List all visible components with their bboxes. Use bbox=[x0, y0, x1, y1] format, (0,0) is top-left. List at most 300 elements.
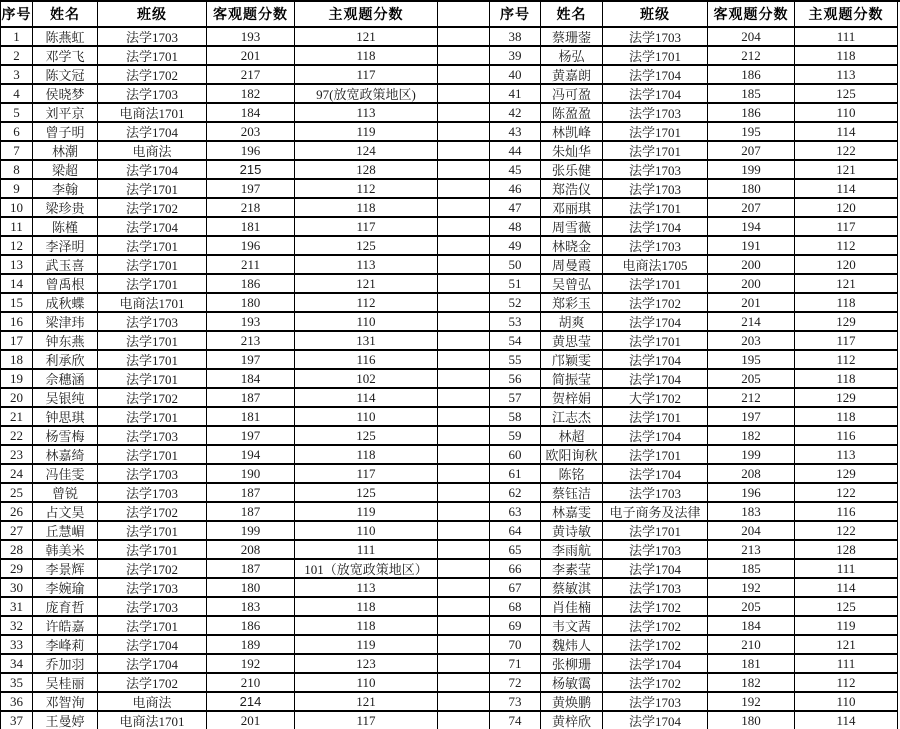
cell-objective-score[interactable]: 184 bbox=[708, 617, 795, 636]
cell-class[interactable]: 法学1704 bbox=[603, 427, 708, 446]
cell-subjective-score[interactable]: 102 bbox=[295, 370, 438, 389]
cell-objective-score[interactable]: 210 bbox=[207, 674, 295, 693]
cell-class[interactable]: 法学1701 bbox=[603, 522, 708, 541]
cell-subjective-score[interactable]: 118 bbox=[795, 47, 898, 66]
cell-objective-score[interactable]: 207 bbox=[708, 142, 795, 161]
cell-name[interactable]: 杨雪梅 bbox=[33, 427, 98, 446]
cell-objective-score[interactable]: 192 bbox=[207, 655, 295, 674]
cell-index[interactable]: 36 bbox=[1, 693, 33, 712]
cell-class[interactable]: 电商法1701 bbox=[98, 104, 207, 123]
cell-name[interactable]: 梁津玮 bbox=[33, 313, 98, 332]
cell-class[interactable]: 法学1703 bbox=[603, 541, 708, 560]
cell-class[interactable]: 法学1704 bbox=[603, 560, 708, 579]
cell-subjective-score[interactable]: 112 bbox=[295, 294, 438, 313]
cell-name[interactable]: 曾禹根 bbox=[33, 275, 98, 294]
cell-class[interactable]: 法学1702 bbox=[98, 560, 207, 579]
cell-objective-score[interactable]: 195 bbox=[708, 123, 795, 142]
cell-index[interactable]: 51 bbox=[490, 275, 541, 294]
cell-subjective-score[interactable]: 111 bbox=[795, 28, 898, 47]
cell-subjective-score[interactable]: 110 bbox=[295, 408, 438, 427]
header-name[interactable]: 姓名 bbox=[541, 2, 603, 28]
cell-objective-score[interactable]: 181 bbox=[207, 408, 295, 427]
cell-class[interactable]: 法学1701 bbox=[603, 446, 708, 465]
cell-index[interactable]: 26 bbox=[1, 503, 33, 522]
cell-name[interactable]: 梁珍贵 bbox=[33, 199, 98, 218]
cell-subjective-score[interactable]: 121 bbox=[795, 275, 898, 294]
cell-objective-score[interactable]: 200 bbox=[708, 275, 795, 294]
cell-name[interactable]: 周曼霞 bbox=[541, 256, 603, 275]
cell-subjective-score[interactable]: 114 bbox=[795, 123, 898, 142]
cell-name[interactable]: 林晓金 bbox=[541, 237, 603, 256]
cell-class[interactable]: 法学1703 bbox=[98, 579, 207, 598]
cell-objective-score[interactable]: 214 bbox=[207, 693, 295, 712]
cell-index[interactable]: 31 bbox=[1, 598, 33, 617]
cell-objective-score[interactable]: 208 bbox=[708, 465, 795, 484]
cell-class[interactable]: 法学1702 bbox=[603, 294, 708, 313]
cell-name[interactable]: 曾锐 bbox=[33, 484, 98, 503]
cell-index[interactable]: 10 bbox=[1, 199, 33, 218]
cell-name[interactable]: 陈盈盈 bbox=[541, 104, 603, 123]
cell-objective-score[interactable]: 187 bbox=[207, 503, 295, 522]
cell-objective-score[interactable]: 207 bbox=[708, 199, 795, 218]
cell-index[interactable]: 19 bbox=[1, 370, 33, 389]
cell-name[interactable]: 李素莹 bbox=[541, 560, 603, 579]
cell-objective-score[interactable]: 199 bbox=[207, 522, 295, 541]
cell-objective-score[interactable]: 199 bbox=[708, 161, 795, 180]
cell-name[interactable]: 陈文冠 bbox=[33, 66, 98, 85]
cell-index[interactable]: 33 bbox=[1, 636, 33, 655]
cell-subjective-score[interactable]: 113 bbox=[295, 579, 438, 598]
cell-index[interactable]: 42 bbox=[490, 104, 541, 123]
cell-class[interactable]: 法学1704 bbox=[98, 161, 207, 180]
cell-objective-score[interactable]: 182 bbox=[708, 674, 795, 693]
cell-objective-score[interactable]: 184 bbox=[207, 370, 295, 389]
cell-class[interactable]: 法学1702 bbox=[98, 66, 207, 85]
cell-objective-score[interactable]: 208 bbox=[207, 541, 295, 560]
cell-class[interactable]: 法学1703 bbox=[603, 484, 708, 503]
cell-index[interactable]: 32 bbox=[1, 617, 33, 636]
cell-name[interactable]: 李峰莉 bbox=[33, 636, 98, 655]
cell-name[interactable]: 黄思莹 bbox=[541, 332, 603, 351]
cell-subjective-score[interactable]: 128 bbox=[795, 541, 898, 560]
cell-index[interactable]: 56 bbox=[490, 370, 541, 389]
cell-name[interactable]: 陈铭 bbox=[541, 465, 603, 484]
cell-name[interactable]: 韦文茜 bbox=[541, 617, 603, 636]
header-name[interactable]: 姓名 bbox=[33, 2, 98, 28]
cell-class[interactable]: 法学1704 bbox=[603, 66, 708, 85]
cell-index[interactable]: 62 bbox=[490, 484, 541, 503]
cell-subjective-score[interactable]: 114 bbox=[795, 579, 898, 598]
cell-name[interactable]: 吴曾弘 bbox=[541, 275, 603, 294]
cell-class[interactable]: 法学1703 bbox=[98, 465, 207, 484]
cell-class[interactable]: 法学1701 bbox=[98, 617, 207, 636]
header-index[interactable]: 序号 bbox=[1, 2, 33, 28]
cell-subjective-score[interactable]: 125 bbox=[295, 484, 438, 503]
cell-objective-score[interactable]: 196 bbox=[207, 142, 295, 161]
cell-subjective-score[interactable]: 129 bbox=[795, 313, 898, 332]
cell-index[interactable]: 5 bbox=[1, 104, 33, 123]
cell-name[interactable]: 胡爽 bbox=[541, 313, 603, 332]
cell-name[interactable]: 乔加羽 bbox=[33, 655, 98, 674]
cell-class[interactable]: 法学1701 bbox=[603, 332, 708, 351]
cell-index[interactable]: 37 bbox=[1, 712, 33, 729]
cell-index[interactable]: 59 bbox=[490, 427, 541, 446]
cell-objective-score[interactable]: 194 bbox=[708, 218, 795, 237]
cell-name[interactable]: 杨弘 bbox=[541, 47, 603, 66]
cell-objective-score[interactable]: 185 bbox=[708, 85, 795, 104]
cell-subjective-score[interactable]: 121 bbox=[795, 161, 898, 180]
cell-subjective-score[interactable]: 121 bbox=[295, 28, 438, 47]
header-class[interactable]: 班级 bbox=[603, 2, 708, 28]
cell-subjective-score[interactable]: 113 bbox=[795, 66, 898, 85]
cell-index[interactable]: 27 bbox=[1, 522, 33, 541]
cell-name[interactable]: 黄嘉朗 bbox=[541, 66, 603, 85]
cell-class[interactable]: 法学1701 bbox=[98, 237, 207, 256]
cell-index[interactable]: 68 bbox=[490, 598, 541, 617]
cell-name[interactable]: 简振莹 bbox=[541, 370, 603, 389]
cell-name[interactable]: 黄诗敏 bbox=[541, 522, 603, 541]
cell-subjective-score[interactable]: 114 bbox=[795, 712, 898, 729]
cell-class[interactable]: 法学1701 bbox=[98, 47, 207, 66]
cell-objective-score[interactable]: 186 bbox=[708, 104, 795, 123]
cell-class[interactable]: 法学1701 bbox=[98, 522, 207, 541]
cell-index[interactable]: 49 bbox=[490, 237, 541, 256]
cell-subjective-score[interactable]: 125 bbox=[795, 598, 898, 617]
cell-name[interactable]: 占文昊 bbox=[33, 503, 98, 522]
cell-objective-score[interactable]: 191 bbox=[708, 237, 795, 256]
cell-objective-score[interactable]: 195 bbox=[708, 351, 795, 370]
cell-name[interactable]: 林嘉雯 bbox=[541, 503, 603, 522]
cell-name[interactable]: 冯可盈 bbox=[541, 85, 603, 104]
cell-name[interactable]: 魏炜人 bbox=[541, 636, 603, 655]
cell-subjective-score[interactable]: 125 bbox=[295, 427, 438, 446]
header-objective[interactable]: 客观题分数 bbox=[708, 2, 795, 28]
cell-index[interactable]: 16 bbox=[1, 313, 33, 332]
cell-class[interactable]: 法学1703 bbox=[98, 313, 207, 332]
cell-subjective-score[interactable]: 117 bbox=[795, 218, 898, 237]
cell-name[interactable]: 张柳珊 bbox=[541, 655, 603, 674]
cell-index[interactable]: 69 bbox=[490, 617, 541, 636]
cell-class[interactable]: 法学1704 bbox=[98, 655, 207, 674]
cell-index[interactable]: 4 bbox=[1, 85, 33, 104]
cell-subjective-score[interactable]: 118 bbox=[295, 199, 438, 218]
cell-objective-score[interactable]: 193 bbox=[207, 313, 295, 332]
cell-subjective-score[interactable]: 101（放宽政策地区） bbox=[295, 560, 438, 579]
cell-class[interactable]: 法学1701 bbox=[98, 180, 207, 199]
cell-index[interactable]: 63 bbox=[490, 503, 541, 522]
cell-index[interactable]: 7 bbox=[1, 142, 33, 161]
cell-class[interactable]: 法学1702 bbox=[98, 674, 207, 693]
cell-objective-score[interactable]: 200 bbox=[708, 256, 795, 275]
cell-objective-score[interactable]: 214 bbox=[708, 313, 795, 332]
cell-subjective-score[interactable]: 114 bbox=[295, 389, 438, 408]
cell-class[interactable]: 大学1702 bbox=[603, 389, 708, 408]
cell-class[interactable]: 法学1703 bbox=[98, 427, 207, 446]
header-subjective[interactable]: 主观题分数 bbox=[295, 2, 438, 28]
cell-objective-score[interactable]: 197 bbox=[207, 351, 295, 370]
cell-class[interactable]: 法学1704 bbox=[98, 123, 207, 142]
cell-class[interactable]: 法学1702 bbox=[603, 617, 708, 636]
cell-class[interactable]: 法学1702 bbox=[603, 598, 708, 617]
cell-name[interactable]: 黄梓欣 bbox=[541, 712, 603, 729]
cell-class[interactable]: 法学1702 bbox=[98, 199, 207, 218]
cell-subjective-score[interactable]: 118 bbox=[295, 617, 438, 636]
cell-class[interactable]: 法学1701 bbox=[98, 408, 207, 427]
cell-objective-score[interactable]: 180 bbox=[708, 712, 795, 729]
cell-class[interactable]: 法学1702 bbox=[98, 503, 207, 522]
cell-name[interactable]: 邓智洵 bbox=[33, 693, 98, 712]
cell-name[interactable]: 周雪薇 bbox=[541, 218, 603, 237]
cell-index[interactable]: 24 bbox=[1, 465, 33, 484]
cell-objective-score[interactable]: 196 bbox=[207, 237, 295, 256]
cell-index[interactable]: 72 bbox=[490, 674, 541, 693]
cell-name[interactable]: 庞育哲 bbox=[33, 598, 98, 617]
cell-subjective-score[interactable]: 111 bbox=[795, 655, 898, 674]
cell-objective-score[interactable]: 203 bbox=[207, 123, 295, 142]
cell-name[interactable]: 肖佳楠 bbox=[541, 598, 603, 617]
cell-objective-score[interactable]: 201 bbox=[207, 712, 295, 729]
cell-index[interactable]: 44 bbox=[490, 142, 541, 161]
cell-name[interactable]: 利承欣 bbox=[33, 351, 98, 370]
cell-subjective-score[interactable]: 122 bbox=[795, 522, 898, 541]
cell-subjective-score[interactable]: 121 bbox=[295, 275, 438, 294]
cell-index[interactable]: 54 bbox=[490, 332, 541, 351]
cell-name[interactable]: 佘穗涵 bbox=[33, 370, 98, 389]
cell-index[interactable]: 74 bbox=[490, 712, 541, 729]
cell-class[interactable]: 电商法 bbox=[98, 693, 207, 712]
cell-index[interactable]: 73 bbox=[490, 693, 541, 712]
cell-name[interactable]: 郑浩仪 bbox=[541, 180, 603, 199]
cell-name[interactable]: 贺梓娟 bbox=[541, 389, 603, 408]
cell-subjective-score[interactable]: 118 bbox=[795, 294, 898, 313]
cell-subjective-score[interactable]: 110 bbox=[295, 674, 438, 693]
cell-objective-score[interactable]: 201 bbox=[708, 294, 795, 313]
cell-index[interactable]: 14 bbox=[1, 275, 33, 294]
cell-index[interactable]: 45 bbox=[490, 161, 541, 180]
cell-index[interactable]: 46 bbox=[490, 180, 541, 199]
cell-name[interactable]: 杨敏霭 bbox=[541, 674, 603, 693]
cell-subjective-score[interactable]: 120 bbox=[795, 256, 898, 275]
cell-name[interactable]: 蔡钰洁 bbox=[541, 484, 603, 503]
cell-name[interactable]: 刘平京 bbox=[33, 104, 98, 123]
cell-objective-score[interactable]: 218 bbox=[207, 199, 295, 218]
cell-class[interactable]: 法学1704 bbox=[98, 218, 207, 237]
cell-name[interactable]: 吴银纯 bbox=[33, 389, 98, 408]
cell-subjective-score[interactable]: 131 bbox=[295, 332, 438, 351]
cell-class[interactable]: 法学1701 bbox=[603, 47, 708, 66]
header-objective[interactable]: 客观题分数 bbox=[207, 2, 295, 28]
cell-class[interactable]: 法学1702 bbox=[98, 389, 207, 408]
cell-class[interactable]: 法学1701 bbox=[98, 275, 207, 294]
cell-index[interactable]: 70 bbox=[490, 636, 541, 655]
cell-index[interactable]: 57 bbox=[490, 389, 541, 408]
cell-objective-score[interactable]: 203 bbox=[708, 332, 795, 351]
cell-subjective-score[interactable]: 121 bbox=[795, 636, 898, 655]
cell-index[interactable]: 66 bbox=[490, 560, 541, 579]
cell-subjective-score[interactable]: 113 bbox=[295, 256, 438, 275]
cell-index[interactable]: 6 bbox=[1, 123, 33, 142]
cell-name[interactable]: 李泽明 bbox=[33, 237, 98, 256]
cell-objective-score[interactable]: 187 bbox=[207, 484, 295, 503]
cell-objective-score[interactable]: 186 bbox=[207, 617, 295, 636]
cell-class[interactable]: 法学1701 bbox=[98, 351, 207, 370]
cell-index[interactable]: 23 bbox=[1, 446, 33, 465]
cell-subjective-score[interactable]: 117 bbox=[295, 465, 438, 484]
cell-subjective-score[interactable]: 110 bbox=[295, 313, 438, 332]
cell-subjective-score[interactable]: 110 bbox=[295, 522, 438, 541]
cell-objective-score[interactable]: 184 bbox=[207, 104, 295, 123]
cell-objective-score[interactable]: 204 bbox=[708, 522, 795, 541]
cell-subjective-score[interactable]: 122 bbox=[795, 484, 898, 503]
cell-objective-score[interactable]: 205 bbox=[708, 370, 795, 389]
cell-objective-score[interactable]: 212 bbox=[708, 47, 795, 66]
cell-class[interactable]: 法学1703 bbox=[603, 237, 708, 256]
cell-index[interactable]: 28 bbox=[1, 541, 33, 560]
cell-name[interactable]: 李雨航 bbox=[541, 541, 603, 560]
cell-objective-score[interactable]: 212 bbox=[708, 389, 795, 408]
cell-class[interactable]: 法学1703 bbox=[603, 180, 708, 199]
cell-objective-score[interactable]: 196 bbox=[708, 484, 795, 503]
cell-index[interactable]: 39 bbox=[490, 47, 541, 66]
cell-index[interactable]: 50 bbox=[490, 256, 541, 275]
cell-objective-score[interactable]: 185 bbox=[708, 560, 795, 579]
cell-class[interactable]: 法学1703 bbox=[98, 484, 207, 503]
cell-class[interactable]: 电商法1705 bbox=[603, 256, 708, 275]
cell-index[interactable]: 22 bbox=[1, 427, 33, 446]
cell-class[interactable]: 法学1703 bbox=[603, 104, 708, 123]
cell-objective-score[interactable]: 181 bbox=[207, 218, 295, 237]
cell-index[interactable]: 9 bbox=[1, 180, 33, 199]
cell-objective-score[interactable]: 193 bbox=[207, 28, 295, 47]
cell-name[interactable]: 吴桂丽 bbox=[33, 674, 98, 693]
cell-objective-score[interactable]: 210 bbox=[708, 636, 795, 655]
cell-subjective-score[interactable]: 119 bbox=[295, 503, 438, 522]
cell-class[interactable]: 法学1703 bbox=[603, 161, 708, 180]
cell-name[interactable]: 李翰 bbox=[33, 180, 98, 199]
cell-class[interactable]: 法学1704 bbox=[603, 712, 708, 729]
cell-index[interactable]: 43 bbox=[490, 123, 541, 142]
cell-objective-score[interactable]: 204 bbox=[708, 28, 795, 47]
cell-class[interactable]: 法学1701 bbox=[603, 199, 708, 218]
cell-index[interactable]: 20 bbox=[1, 389, 33, 408]
cell-subjective-score[interactable]: 119 bbox=[795, 617, 898, 636]
cell-subjective-score[interactable]: 116 bbox=[795, 503, 898, 522]
cell-objective-score[interactable]: 194 bbox=[207, 446, 295, 465]
cell-index[interactable]: 40 bbox=[490, 66, 541, 85]
cell-subjective-score[interactable]: 110 bbox=[795, 104, 898, 123]
cell-subjective-score[interactable]: 110 bbox=[795, 693, 898, 712]
cell-index[interactable]: 64 bbox=[490, 522, 541, 541]
cell-class[interactable]: 法学1704 bbox=[603, 655, 708, 674]
cell-class[interactable]: 法学1704 bbox=[98, 636, 207, 655]
cell-objective-score[interactable]: 181 bbox=[708, 655, 795, 674]
cell-index[interactable]: 65 bbox=[490, 541, 541, 560]
cell-subjective-score[interactable]: 124 bbox=[295, 142, 438, 161]
cell-class[interactable]: 法学1701 bbox=[98, 332, 207, 351]
cell-objective-score[interactable]: 211 bbox=[207, 256, 295, 275]
cell-index[interactable]: 11 bbox=[1, 218, 33, 237]
cell-objective-score[interactable]: 187 bbox=[207, 560, 295, 579]
cell-objective-score[interactable]: 217 bbox=[207, 66, 295, 85]
cell-name[interactable]: 林潮 bbox=[33, 142, 98, 161]
cell-name[interactable]: 陈槿 bbox=[33, 218, 98, 237]
cell-index[interactable]: 12 bbox=[1, 237, 33, 256]
cell-class[interactable]: 法学1704 bbox=[603, 370, 708, 389]
cell-subjective-score[interactable]: 117 bbox=[795, 332, 898, 351]
cell-name[interactable]: 江志杰 bbox=[541, 408, 603, 427]
cell-name[interactable]: 曾子明 bbox=[33, 123, 98, 142]
cell-name[interactable]: 欧阳询秋 bbox=[541, 446, 603, 465]
cell-name[interactable]: 钟东燕 bbox=[33, 332, 98, 351]
cell-index[interactable]: 21 bbox=[1, 408, 33, 427]
cell-objective-score[interactable]: 197 bbox=[207, 180, 295, 199]
cell-subjective-score[interactable]: 114 bbox=[795, 180, 898, 199]
cell-objective-score[interactable]: 205 bbox=[708, 598, 795, 617]
cell-objective-score[interactable]: 182 bbox=[207, 85, 295, 104]
cell-subjective-score[interactable]: 129 bbox=[795, 389, 898, 408]
cell-index[interactable]: 15 bbox=[1, 294, 33, 313]
cell-name[interactable]: 王曼婷 bbox=[33, 712, 98, 729]
cell-subjective-score[interactable]: 113 bbox=[795, 446, 898, 465]
cell-objective-score[interactable]: 199 bbox=[708, 446, 795, 465]
header-subjective[interactable]: 主观题分数 bbox=[795, 2, 898, 28]
cell-objective-score[interactable]: 197 bbox=[708, 408, 795, 427]
cell-objective-score[interactable]: 180 bbox=[207, 294, 295, 313]
cell-index[interactable]: 58 bbox=[490, 408, 541, 427]
cell-index[interactable]: 41 bbox=[490, 85, 541, 104]
cell-subjective-score[interactable]: 125 bbox=[295, 237, 438, 256]
cell-subjective-score[interactable]: 117 bbox=[295, 66, 438, 85]
cell-name[interactable]: 成秋蝶 bbox=[33, 294, 98, 313]
cell-name[interactable]: 邓丽琪 bbox=[541, 199, 603, 218]
cell-index[interactable]: 71 bbox=[490, 655, 541, 674]
header-class[interactable]: 班级 bbox=[98, 2, 207, 28]
cell-subjective-score[interactable]: 112 bbox=[795, 351, 898, 370]
cell-name[interactable]: 冯佳雯 bbox=[33, 465, 98, 484]
cell-subjective-score[interactable]: 111 bbox=[795, 560, 898, 579]
cell-class[interactable]: 法学1703 bbox=[603, 693, 708, 712]
cell-subjective-score[interactable]: 113 bbox=[295, 104, 438, 123]
cell-class[interactable]: 法学1703 bbox=[603, 28, 708, 47]
cell-index[interactable]: 2 bbox=[1, 47, 33, 66]
cell-index[interactable]: 25 bbox=[1, 484, 33, 503]
cell-subjective-score[interactable]: 116 bbox=[795, 427, 898, 446]
cell-name[interactable]: 林嘉绮 bbox=[33, 446, 98, 465]
cell-class[interactable]: 法学1703 bbox=[98, 85, 207, 104]
cell-subjective-score[interactable]: 119 bbox=[295, 636, 438, 655]
cell-class[interactable]: 法学1703 bbox=[98, 28, 207, 47]
cell-name[interactable]: 李婉瑜 bbox=[33, 579, 98, 598]
cell-index[interactable]: 48 bbox=[490, 218, 541, 237]
cell-name[interactable]: 钟思琪 bbox=[33, 408, 98, 427]
cell-objective-score[interactable]: 192 bbox=[708, 693, 795, 712]
cell-index[interactable]: 8 bbox=[1, 161, 33, 180]
cell-name[interactable]: 黄焕鹏 bbox=[541, 693, 603, 712]
cell-name[interactable]: 韩美米 bbox=[33, 541, 98, 560]
cell-objective-score[interactable]: 213 bbox=[708, 541, 795, 560]
cell-objective-score[interactable]: 183 bbox=[207, 598, 295, 617]
cell-name[interactable]: 林超 bbox=[541, 427, 603, 446]
cell-index[interactable]: 38 bbox=[490, 28, 541, 47]
cell-subjective-score[interactable]: 125 bbox=[795, 85, 898, 104]
cell-subjective-score[interactable]: 118 bbox=[295, 47, 438, 66]
cell-objective-score[interactable]: 180 bbox=[708, 180, 795, 199]
cell-class[interactable]: 法学1703 bbox=[603, 579, 708, 598]
cell-class[interactable]: 法学1704 bbox=[603, 218, 708, 237]
cell-class[interactable]: 法学1701 bbox=[98, 541, 207, 560]
cell-objective-score[interactable]: 186 bbox=[207, 275, 295, 294]
cell-subjective-score[interactable]: 121 bbox=[295, 693, 438, 712]
